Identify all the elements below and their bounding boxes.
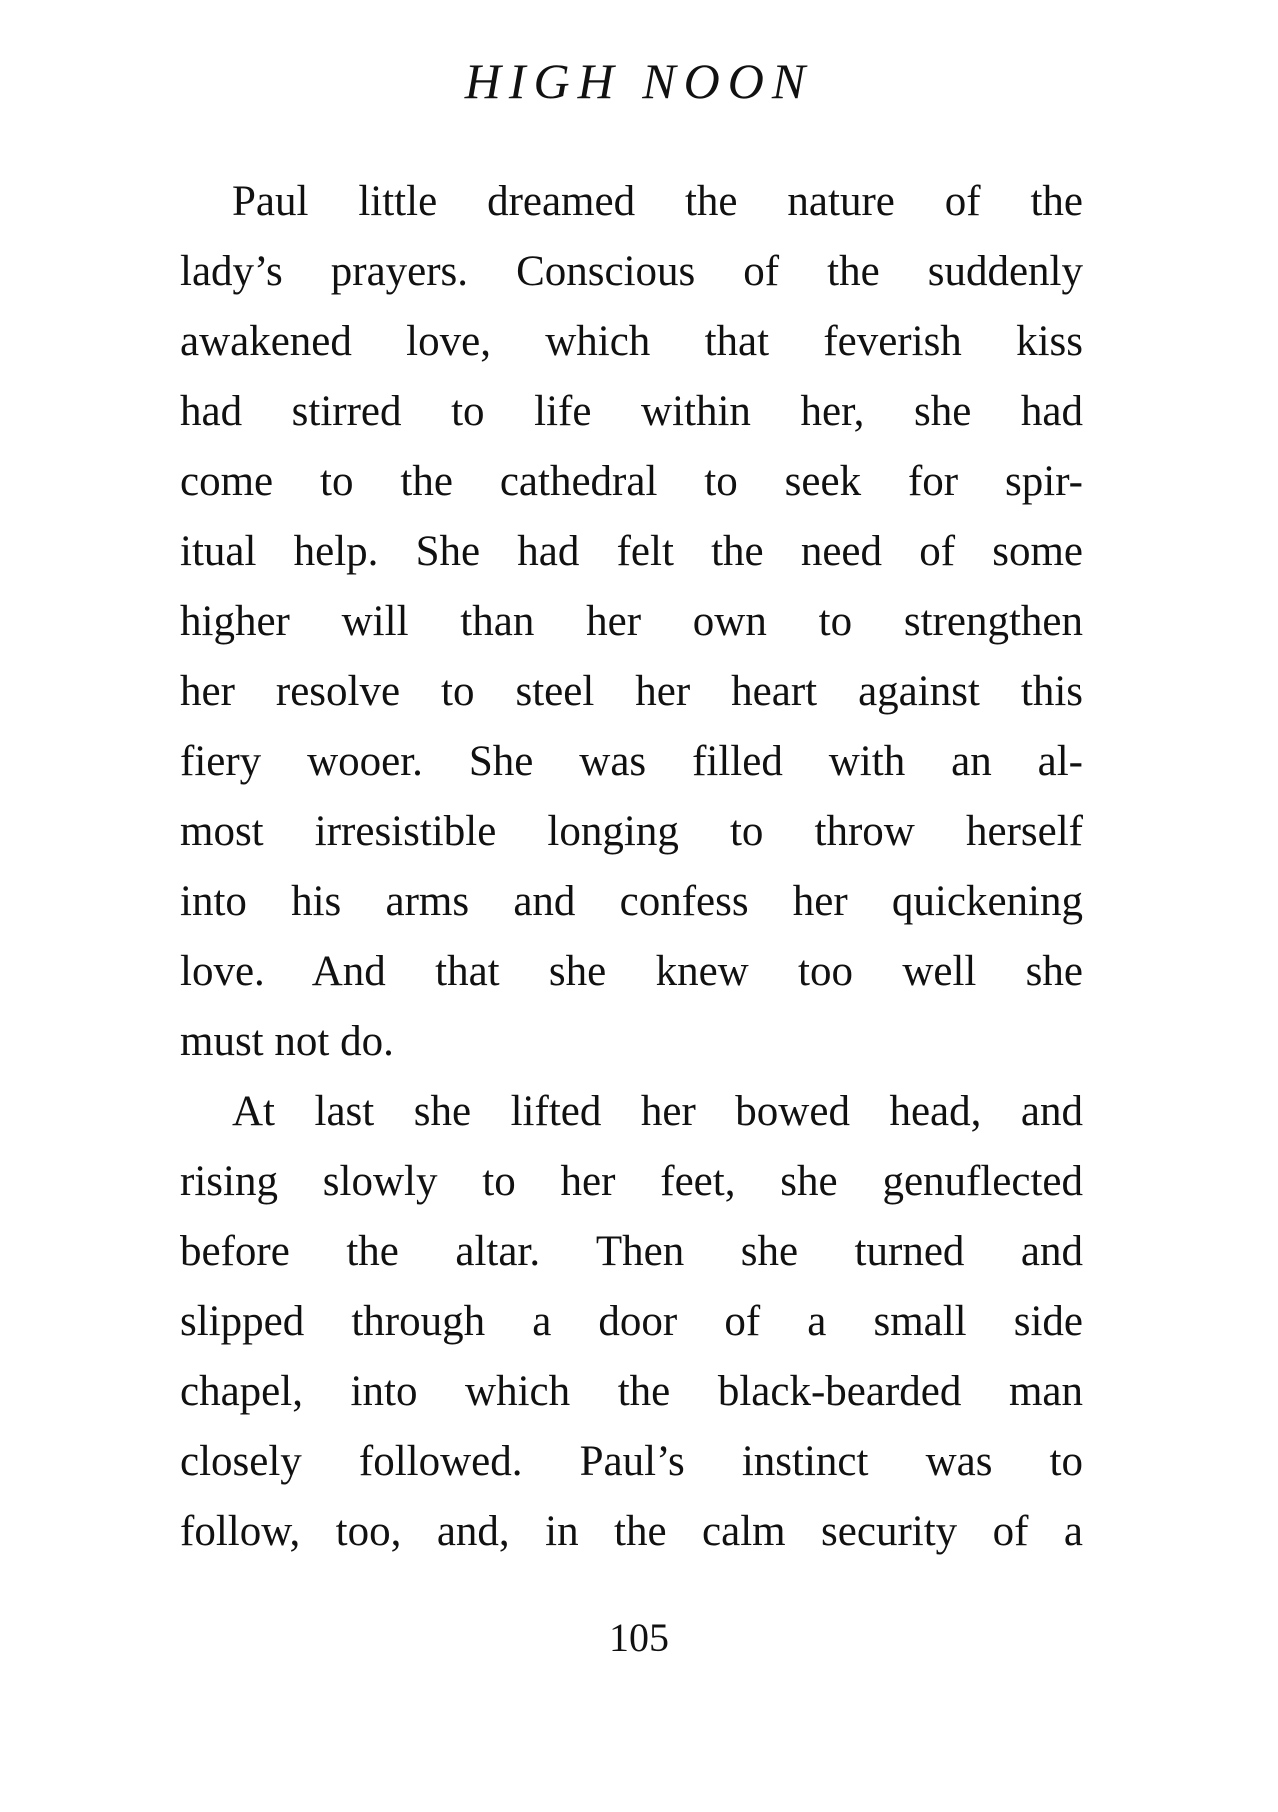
paragraph-2 xyxy=(180,1077,1083,1567)
text-line: slipped through a door of a small side xyxy=(180,1298,1083,1345)
text-line: rising slowly to her feet, she genuflected xyxy=(180,1158,1083,1205)
text-line: Paul little dreamed the nature of the xyxy=(232,178,1083,225)
text-line: had stirred to life within her, she had xyxy=(180,388,1083,435)
text-line: At last she lifted her bowed head, and xyxy=(232,1088,1083,1135)
text-line: higher will than her own to strengthen xyxy=(180,598,1083,645)
paragraph-1 xyxy=(180,167,1083,1077)
text-line: most irresistible longing to throw herself xyxy=(180,808,1083,855)
text-line: love. And that she knew too well she xyxy=(180,948,1083,995)
page-number: 105 xyxy=(609,1615,669,1660)
text-line: itual help. She had felt the need of some xyxy=(180,528,1083,575)
text-line: awakened love, which that feverish kiss xyxy=(180,318,1083,365)
text-line: lady’s prayers. Conscious of the suddenly xyxy=(180,248,1083,295)
text-line: chapel, into which the black-bearded man xyxy=(180,1368,1083,1415)
text-line: her resolve to steel her heart against this xyxy=(180,668,1083,715)
running-head: HIGH NOON xyxy=(464,53,814,109)
text-line: into his arms and confess her quickening xyxy=(180,878,1083,925)
text-line: follow, too, and, in the calm security of a xyxy=(180,1508,1083,1555)
text-line: closely followed. Paul’s instinct was to xyxy=(180,1438,1083,1485)
text-line: come to the cathedral to seek for spir- xyxy=(180,458,1083,505)
text-line: before the altar. Then she turned and xyxy=(180,1228,1083,1275)
text-line: must not do. xyxy=(180,1018,394,1065)
body-text xyxy=(180,167,1083,1567)
text-line: fiery wooer. She was filled with an al- xyxy=(180,738,1083,785)
